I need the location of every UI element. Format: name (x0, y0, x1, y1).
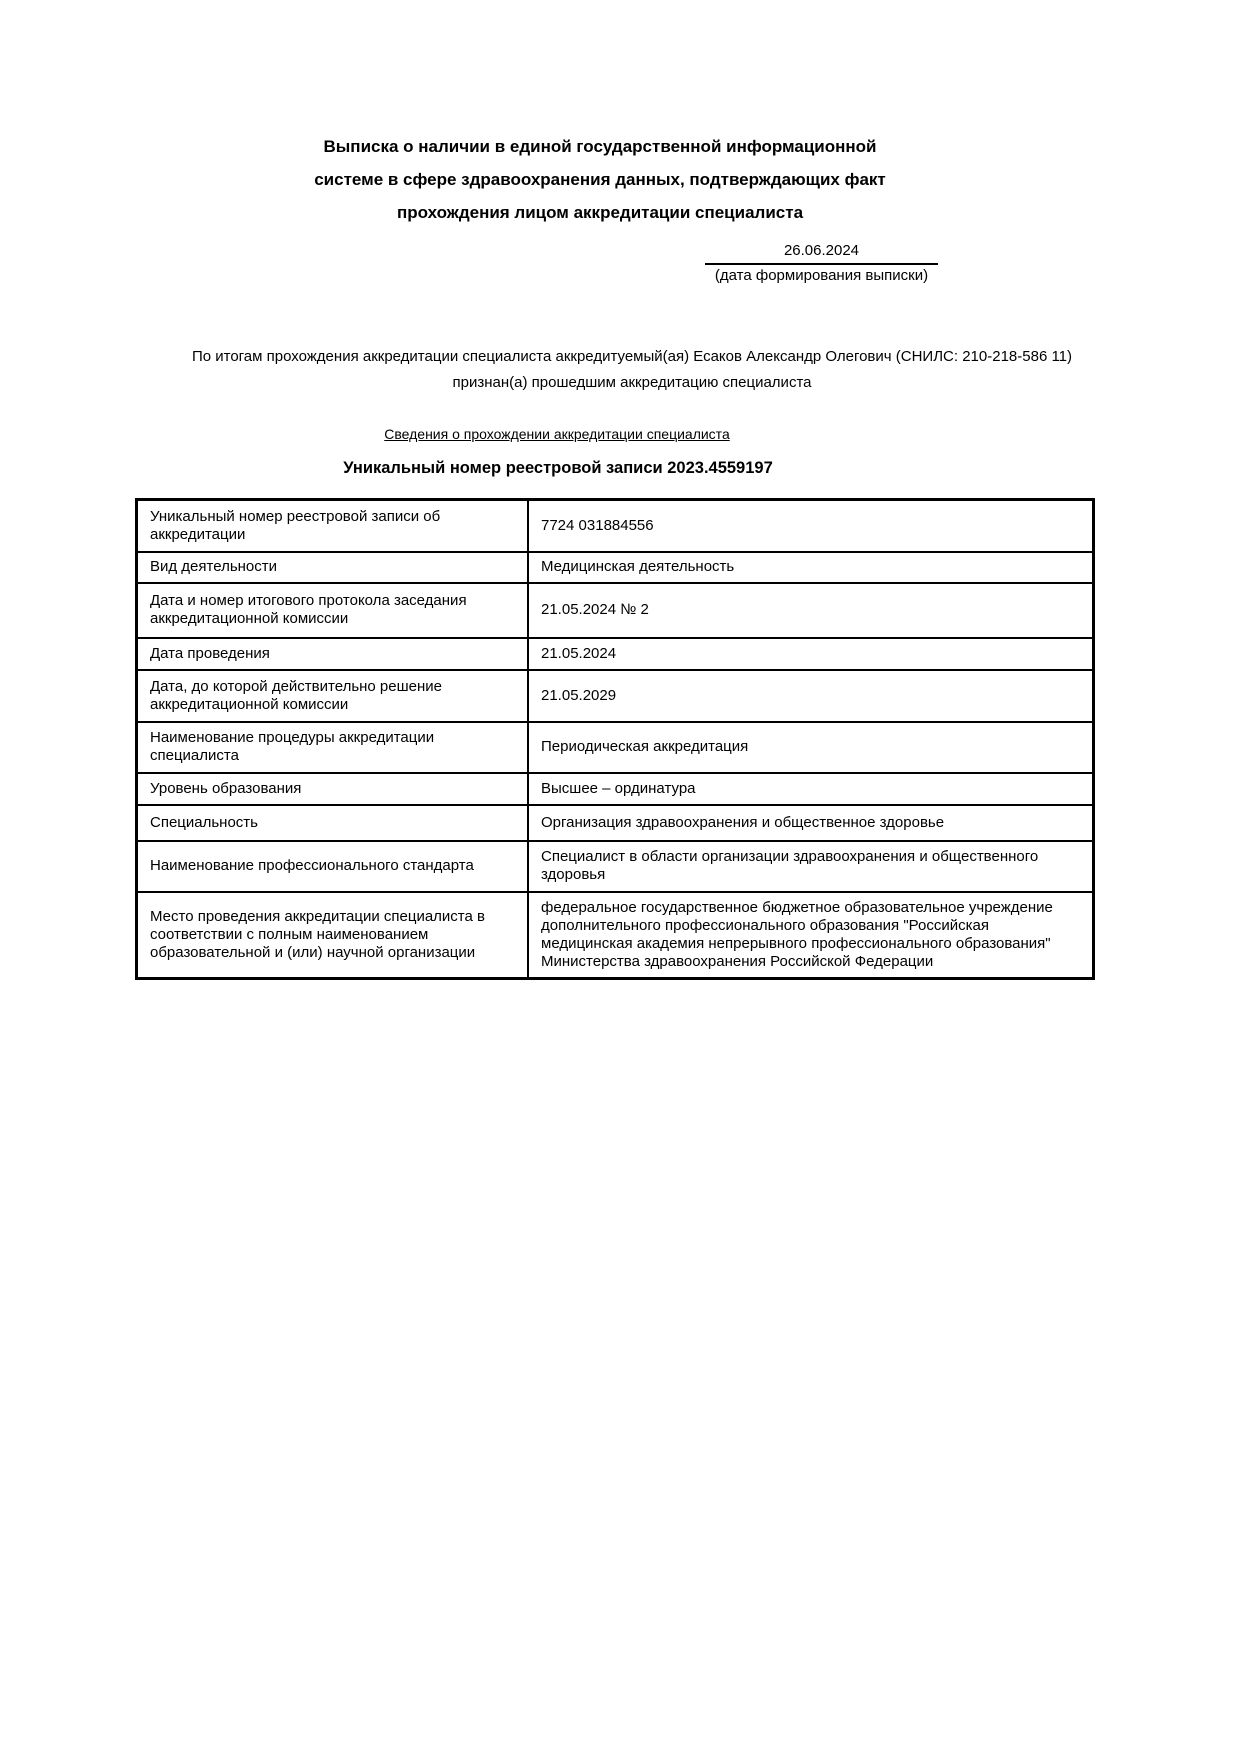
section-heading (135, 426, 979, 442)
row-value: Высшее – ординатура (528, 773, 1094, 805)
title-line-3: прохождения лицом аккредитации специалиста (396, 203, 804, 222)
section-heading-text: Сведения о прохождении аккредитации специалиста (384, 426, 730, 442)
table-row (137, 500, 1094, 552)
row-label: Специальность (137, 805, 529, 841)
intro-paragraph (123, 344, 1141, 396)
row-value: 21.05.2024 (528, 638, 1094, 670)
extract-date-block (705, 241, 938, 285)
table-row (137, 670, 1094, 722)
extract-date-caption: (дата формирования выписки) (714, 267, 929, 284)
title-line-1: Выписка о наличии в единой государственной информационной (323, 137, 877, 156)
row-value: 7724 031884556 (528, 500, 1094, 552)
accreditation-table (135, 498, 1095, 980)
row-value: федеральное государственное бюджетное образовательное учреждение дополнительного профессионального образования "Российская медицинская академия непрерывного профессионального образования" Министерства здравоохранения Российской Федерации (528, 892, 1094, 979)
row-value: Медицинская деятельность (528, 552, 1094, 583)
row-label: Дата, до которой действительно решение аккредитационной комиссии (137, 670, 529, 722)
table-row (137, 638, 1094, 670)
row-value: Организация здравоохранения и общественное здоровье (528, 805, 1094, 841)
intro-line-2: признан(а) прошедшим аккредитацию специалиста (452, 374, 812, 391)
table-row (137, 805, 1094, 841)
row-label: Наименование профессионального стандарта (137, 841, 529, 892)
row-value: 21.05.2029 (528, 670, 1094, 722)
row-label: Вид деятельности (137, 552, 529, 583)
row-value: 21.05.2024 № 2 (528, 583, 1094, 638)
row-value: Периодическая аккредитация (528, 722, 1094, 773)
table-row (137, 583, 1094, 638)
table-row (137, 773, 1094, 805)
row-label: Дата и номер итогового протокола заседания аккредитационной комиссии (137, 583, 529, 638)
row-label: Дата проведения (137, 638, 529, 670)
intro-line-1: По итогам прохождения аккредитации специалиста аккредитуемый(ая) Есаков Александр Олегович (СНИЛС: 210-218-586 11) (191, 348, 1073, 365)
record-number-heading: Уникальный номер реестровой записи 2023.4559197 (343, 459, 773, 477)
document-title (135, 130, 1065, 229)
row-label: Уровень образования (137, 773, 529, 805)
row-label: Наименование процедуры аккредитации специалиста (137, 722, 529, 773)
table-row (137, 841, 1094, 892)
extract-date: 26.06.2024 (705, 241, 938, 265)
title-line-2: системе в сфере здравоохранения данных, подтверждающих факт (314, 170, 886, 189)
row-label: Место проведения аккредитации специалиста в соответствии с полным наименованием образовательной и (или) научной организации (137, 892, 529, 979)
row-label: Уникальный номер реестровой записи об аккредитации (137, 500, 529, 552)
table-row (137, 722, 1094, 773)
table-row (137, 552, 1094, 583)
table-row (137, 892, 1094, 979)
row-value: Специалист в области организации здравоохранения и общественного здоровья (528, 841, 1094, 892)
